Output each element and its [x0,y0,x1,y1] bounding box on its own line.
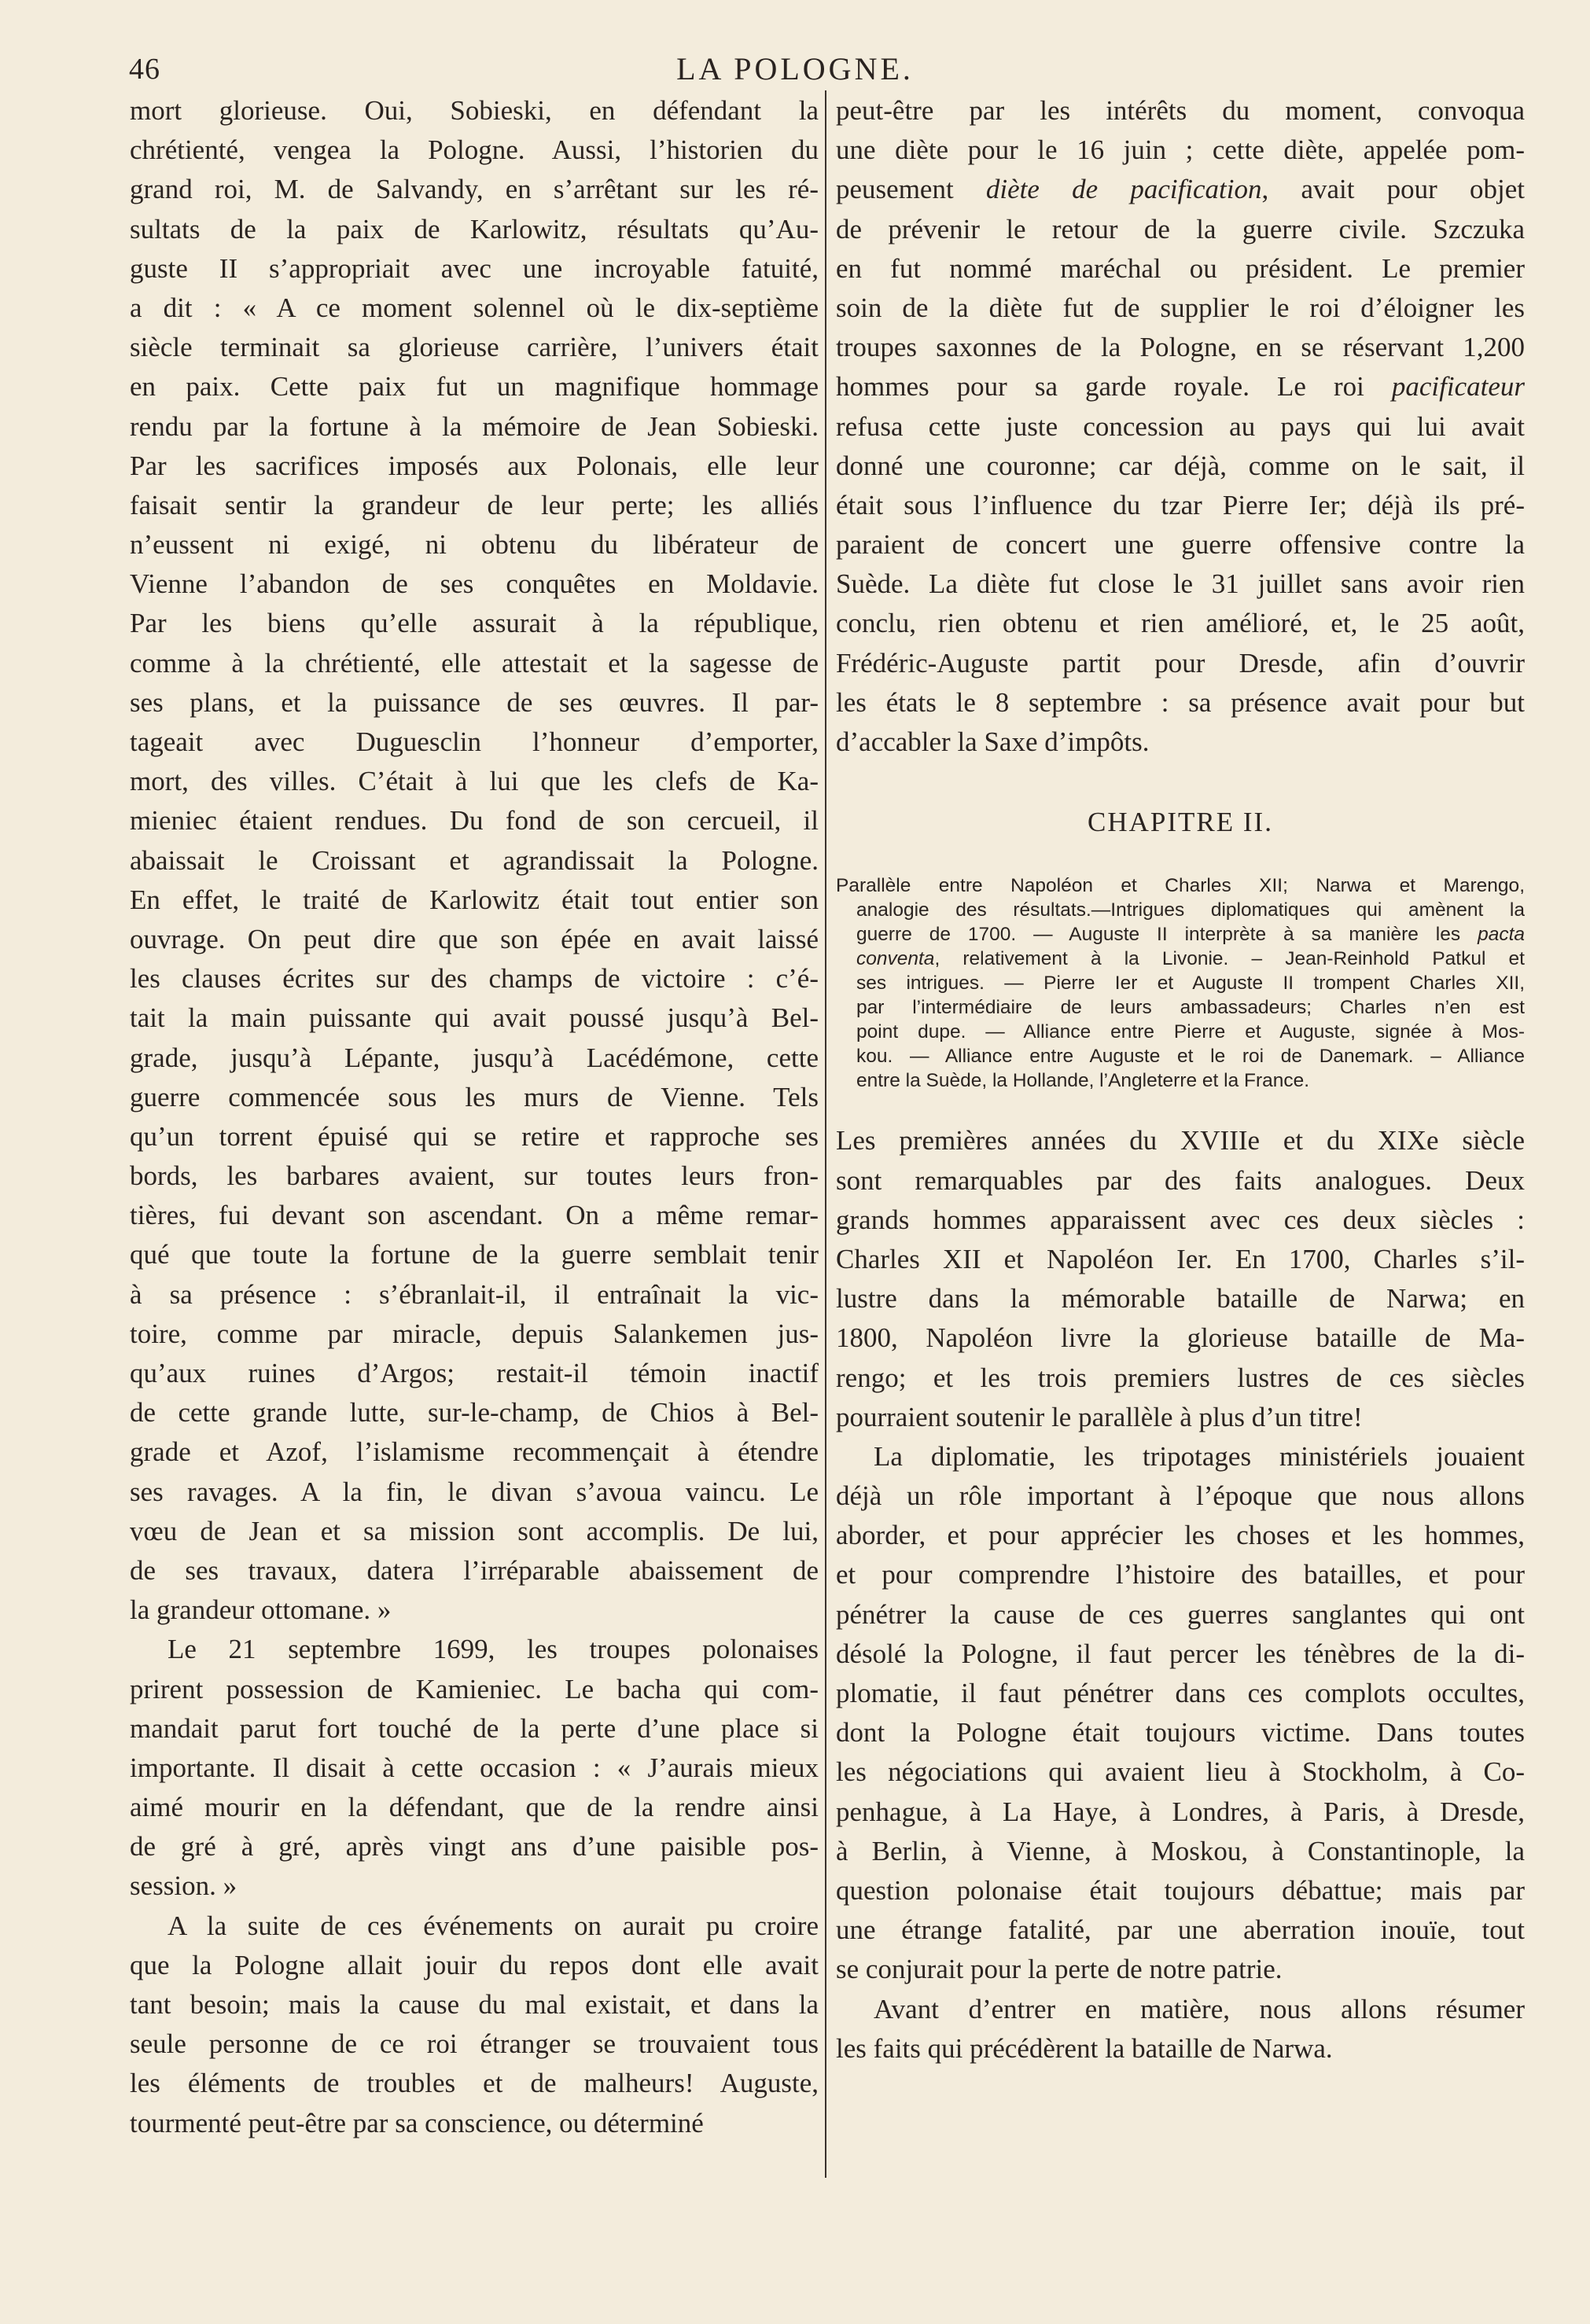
text-line: sultats de la paix de Karlowitz, résultats qu’Au- [130,213,819,245]
text-line: une étrange fatalité, par une aberration inouïe, tout [836,1914,1525,1946]
text-line: En effet, le traité de Karlowitz était tout entier son [130,884,819,915]
text-line: peusement diète de pacification, avait pour objet [836,174,1525,205]
running-title: LA POLOGNE. [676,51,914,86]
text-line: entre la Suède, la Hollande, l’Angleterre et la France. [856,1070,1310,1092]
text-line: lustre dans la mémorable bataille de Narwa; en [836,1283,1525,1315]
text-line: Suède. La diète fut close le 31 juillet sans avoir rien [836,568,1525,600]
text-line: d’accabler la Saxe d’impôts. [836,726,1150,757]
text-line: ses ravages. A la fin, le divan s’avoua vaincu. Le [130,1476,819,1507]
text-line: qué que toute la fortune de la guerre semblait tenir [130,1239,819,1270]
text-line: ses intrigues. — Pierre Ier et Auguste II trompent Charles XII, [856,973,1525,995]
text-line: en fut nommé maréchal ou président. Le premier [836,252,1525,284]
text-line: rengo; et les trois premiers lustres de ces siècles [836,1362,1525,1393]
text-line: et pour comprendre l’histoire des batailles, et pour [836,1559,1525,1590]
right-column-text-top [836,91,1525,762]
text-line: kou. — Alliance entre Auguste et le roi de Danemark. – Alliance [856,1046,1525,1068]
text-line: faisait sentir la grandeur de leur perte; les alliés [130,489,819,520]
text-line: grand roi, M. de Salvandy, en s’arrêtant sur les ré- [130,174,819,205]
text-line: n’eussent ni exigé, ni obtenu du libérateur de [130,529,819,561]
text-line: tourmenté peut-être par sa conscience, ou déterminé [130,2107,704,2138]
text-line: mort, des villes. C’était à lui que les clefs de Ka- [130,766,819,797]
text-line: soin de la diète fut de supplier le roi d’éloigner les [836,292,1525,323]
text-line: en paix. Cette paix fut un magnifique hommage [130,371,819,403]
text-line: analogie des résultats.—Intrigues diplomatiques qui amènent la [856,899,1525,921]
text-line: dont la Pologne était toujours victime. Dans toutes [836,1717,1525,1749]
text-line: 1800, Napoléon livre la glorieuse bataille de Ma- [836,1322,1525,1354]
text-line: importante. Il disait à cette occasion : « J’aurais mieux [130,1752,819,1783]
text-line: de gré à gré, après vingt ans d’une paisible pos- [130,1831,819,1863]
text-line: siècle terminait sa glorieuse carrière, l’univers était [130,332,819,363]
text-line: Avant d’entrer en matière, nous allons résumer [874,1993,1525,2024]
text-line: hommes pour sa garde royale. Le roi pacificateur [836,371,1525,403]
text-line: à Berlin, à Vienne, à Moskou, à Constantinople, la [836,1835,1525,1866]
text-line: que la Pologne allait jouir du repos dont elle avait [130,1949,819,1980]
text-line: les faits qui précédèrent la bataille de Narwa. [836,2032,1333,2064]
text-line: Vienne l’abandon de ses conquêtes en Moldavie. [130,568,819,600]
text-line: ses plans, et la puissance de ses œuvres. Il par- [130,686,819,718]
text-line: aimé mourir en la défendant, que de la rendre ainsi [130,1792,819,1823]
page-number: 46 [129,53,160,86]
text-line: les clauses écrites sur des champs de victoire : c’é- [130,963,819,995]
text-line: mandait parut fort touché de la perte d’une place si [130,1712,819,1744]
right-column [836,91,1525,2068]
left-column [130,91,819,2143]
text-line: sont remarquables par des faits analogues. Deux [836,1164,1525,1196]
right-column-text-bottom [836,1121,1525,2068]
text-line: bords, les barbares avaient, sur toutes leurs fron- [130,1160,819,1192]
text-line: paraient de concert une guerre offensive contre la [836,529,1525,561]
text-line: la grandeur ottomane. » [130,1594,392,1626]
text-line: aborder, et pour apprécier les choses et les hommes, [836,1520,1525,1551]
text-line: déjà un rôle important à l’époque que nous allons [836,1480,1525,1512]
text-line: ouvrage. On peut dire que son épée en avait laissé [130,923,819,954]
column-divider [825,90,826,2178]
text-line: tageait avec Duguesclin l’honneur d’emporter, [130,726,819,757]
text-line: grands hommes apparaissent avec ces deux siècles : [836,1204,1525,1235]
text-line: vœu de Jean et sa mission sont accomplis. De lui, [130,1515,819,1546]
text-line: peut-être par les intérêts du moment, convoqua [836,95,1525,126]
text-line: Les premières années du XVIIIe et du XIXe siècle [836,1125,1525,1156]
page-header [0,47,1590,94]
text-line: question polonaise était toujours débattue; mais par [836,1874,1525,1906]
text-line: Parallèle entre Napoléon et Charles XII; Narwa et Marengo, [836,875,1525,897]
text-line: toire, comme par miracle, depuis Salankemen jus- [130,1318,819,1349]
text-line: comme à la chrétienté, elle attestait et la sagesse de [130,647,819,678]
text-line: les états le 8 septembre : sa présence avait pour but [836,686,1525,718]
text-line: était sous l’influence du tzar Pierre Ier; déjà ils pré- [836,489,1525,520]
text-line: désolé la Pologne, il faut percer les ténèbres de la di- [836,1638,1525,1669]
text-line: seule personne de ce roi étranger se trouvaient tous [130,2028,819,2060]
text-line: pourraient soutenir le parallèle à plus d’un titre! [836,1401,1363,1432]
text-line: plomatie, il faut pénétrer dans ces complots occultes, [836,1678,1525,1709]
text-line: les éléments de troubles et de malheurs! Auguste, [130,2068,819,2099]
text-line: conclu, rien obtenu et rien amélioré, et, le 25 août, [836,608,1525,639]
text-line: donné une couronne; car déjà, comme on le sait, il [836,450,1525,481]
text-line: pénétrer la cause de ces guerres sanglantes qui ont [836,1598,1525,1630]
text-line: de cette grande lutte, sur-le-champ, de Chios à Bel- [130,1397,819,1429]
text-line: conventa, relativement à la Livonie. – Jean-Reinhold Patkul et [856,948,1525,970]
text-line: prirent possession de Kamieniec. Le bacha qui com- [130,1673,819,1704]
text-line: mort glorieuse. Oui, Sobieski, en défendant la [130,95,819,126]
text-line: à sa présence : s’ébranlait-il, il entraînait la vic- [130,1278,819,1310]
text-line: grade, jusqu’à Lépante, jusqu’à Lacédémone, cette [130,1042,819,1073]
text-line: Charles XII et Napoléon Ier. En 1700, Charles s’il- [836,1243,1525,1274]
text-line: qu’aux ruines d’Argos; restait-il témoin inactif [130,1358,819,1388]
chapter-title: CHAPITRE II. [1088,807,1273,838]
text-line: mieniec étaient rendues. Du fond de son cercueil, il [130,805,819,837]
chapter-summary [836,873,1525,1093]
text-line: a dit : « A ce moment solennel où le dix-septième [130,292,819,323]
text-line: A la suite de ces événements on aurait pu croire [167,1910,819,1941]
text-line: grade et Azof, l’islamisme recommençait à étendre [130,1436,819,1468]
text-line: par l’intermédiaire de leurs ambassadeurs; Charles n’en est [856,997,1525,1019]
text-line: abaissait le Croissant et agrandissait la Pologne. [130,844,819,876]
text-line: point dupe. — Alliance entre Pierre et Auguste, signée à Mos- [856,1021,1525,1043]
text-line: les négociations qui avaient lieu à Stockholm, à Co- [836,1756,1525,1788]
text-line: de prévenir le retour de la guerre civile. Szczuka [836,213,1525,245]
text-line: Le 21 septembre 1699, les troupes polonaises [167,1634,819,1665]
text-line: La diplomatie, les tripotages ministériels jouaient [874,1440,1525,1472]
text-line: Par les biens qu’elle assurait à la république, [130,608,819,639]
text-line: refusa cette juste concession au pays qui lui avait [836,410,1525,442]
text-line: guerre de 1700. — Auguste II interprète à sa manière les pacta [856,924,1525,946]
text-line: de ses travaux, datera l’irréparable abaissement de [130,1554,819,1586]
text-line: qu’un torrent épuisé qui se retire et rapproche ses [130,1120,819,1152]
text-line: Par les sacrifices imposés aux Polonais, elle leur [130,450,819,481]
text-line: tant besoin; mais la cause du mal existait, et dans la [130,1989,819,2020]
text-line: guste II s’appropriait avec une incroyable fatuité, [130,252,819,284]
text-line: Frédéric-Auguste partit pour Dresde, afin d’ouvrir [836,647,1525,678]
text-line: tières, fui devant son ascendant. On a même remar- [130,1200,819,1231]
text-line: une diète pour le 16 juin ; cette diète, appelée pom- [836,134,1525,166]
text-line: penhague, à La Haye, à Londres, à Paris, à Dresde, [836,1796,1525,1827]
text-line: guerre commencée sous les murs de Vienne. Tels [130,1081,819,1112]
text-line: session. » [130,1870,237,1902]
text-line: chrétienté, vengea la Pologne. Aussi, l’historien du [130,134,819,166]
text-line: tait la main puissante qui avait poussé jusqu’à Bel- [130,1002,819,1034]
text-line: se conjurait pour la perte de notre patrie. [836,1954,1283,1985]
text-line: troupes saxonnes de la Pologne, en se réservant 1,200 [836,332,1525,363]
text-line: rendu par la fortune à la mémoire de Jean Sobieski. [130,410,819,442]
